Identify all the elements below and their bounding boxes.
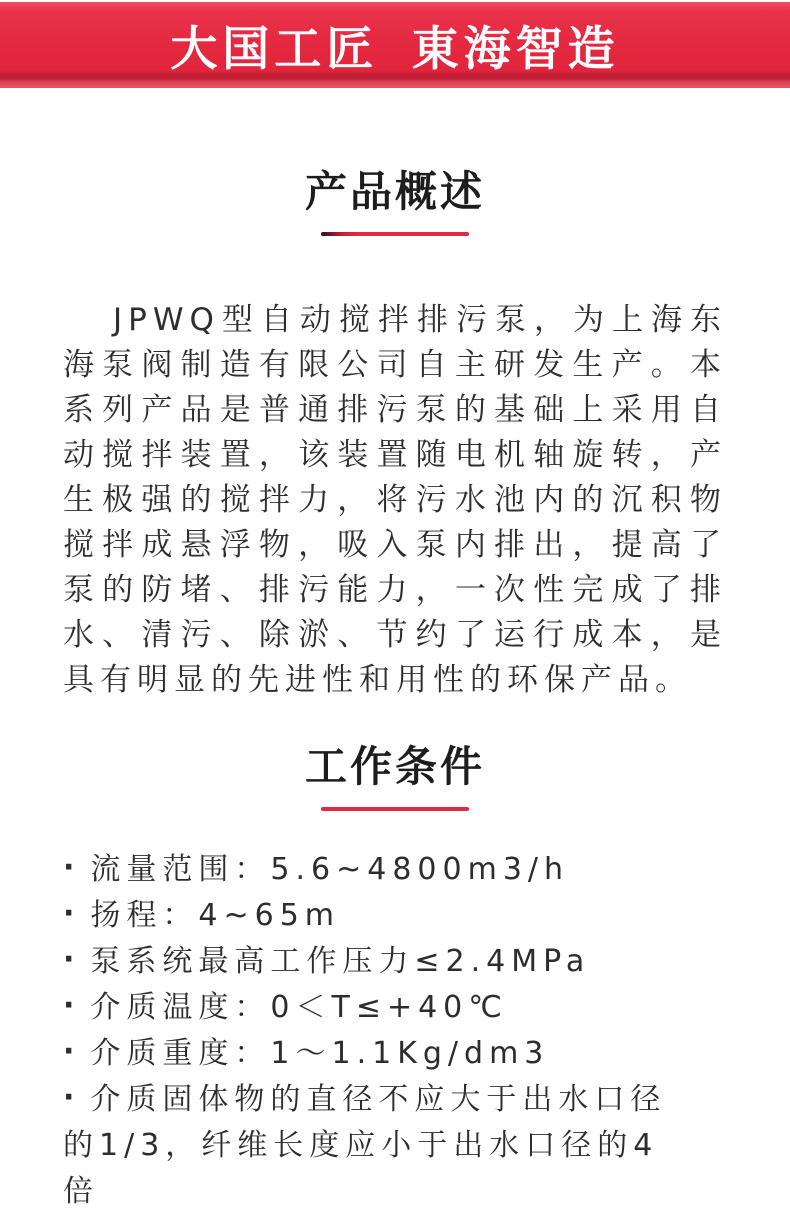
condition-text: 泵系统最高工作压力≤2.4MPa bbox=[90, 944, 591, 979]
condition-item bbox=[63, 893, 693, 939]
bullet-icon: · bbox=[63, 942, 81, 977]
condition-item bbox=[63, 939, 693, 985]
bullet-icon: · bbox=[63, 1034, 81, 1069]
conditions-section bbox=[0, 743, 790, 1215]
overview-heading-underline bbox=[321, 232, 469, 236]
overview-section bbox=[0, 168, 790, 703]
condition-item bbox=[63, 847, 693, 893]
bullet-icon: · bbox=[63, 896, 81, 931]
condition-text: 介质重度：1～1.1Kg/dm3 bbox=[90, 1036, 550, 1071]
bullet-icon: · bbox=[63, 850, 81, 885]
conditions-list bbox=[63, 847, 693, 1215]
condition-text: 流量范围：5.6~4800m3/h bbox=[90, 852, 570, 887]
top-banner bbox=[0, 2, 790, 88]
section-title-conditions: 工作条件 bbox=[304, 742, 485, 791]
condition-text: 介质固体物的直径不应大于出水口径的1/3，纤维长度应小于出水口径的4倍 bbox=[63, 1082, 667, 1209]
condition-item bbox=[63, 1031, 693, 1077]
condition-text: 扬程：4~65m bbox=[90, 898, 341, 933]
condition-text: 介质温度：0＜T≤+40℃ bbox=[90, 990, 508, 1025]
conditions-heading-underline bbox=[321, 807, 469, 811]
condition-item bbox=[63, 985, 693, 1031]
section-title-overview: 产品概述 bbox=[304, 167, 485, 216]
condition-item bbox=[63, 1077, 693, 1215]
banner-title: 大国工匠 東海智造 bbox=[170, 21, 620, 77]
overview-paragraph: JPWQ型自动搅拌排污泵，为上海东海泵阀制造有限公司自主研发生产。本系列产品是普通排污泵的基础上采用自动搅拌装置，该装置随电机轴旋转，产生极强的搅拌力，将污水池内的沉积物搅拌成悬浮物，吸入泵内排出，提高了泵的防堵、排污能力，一次性完成了排水、清污、除淤、节约了运行成本，是具有明显的先进性和用性的环保产品。 bbox=[63, 302, 727, 698]
bullet-icon: · bbox=[63, 1080, 81, 1115]
product-detail-content bbox=[0, 168, 790, 1215]
bullet-icon: · bbox=[63, 988, 81, 1023]
